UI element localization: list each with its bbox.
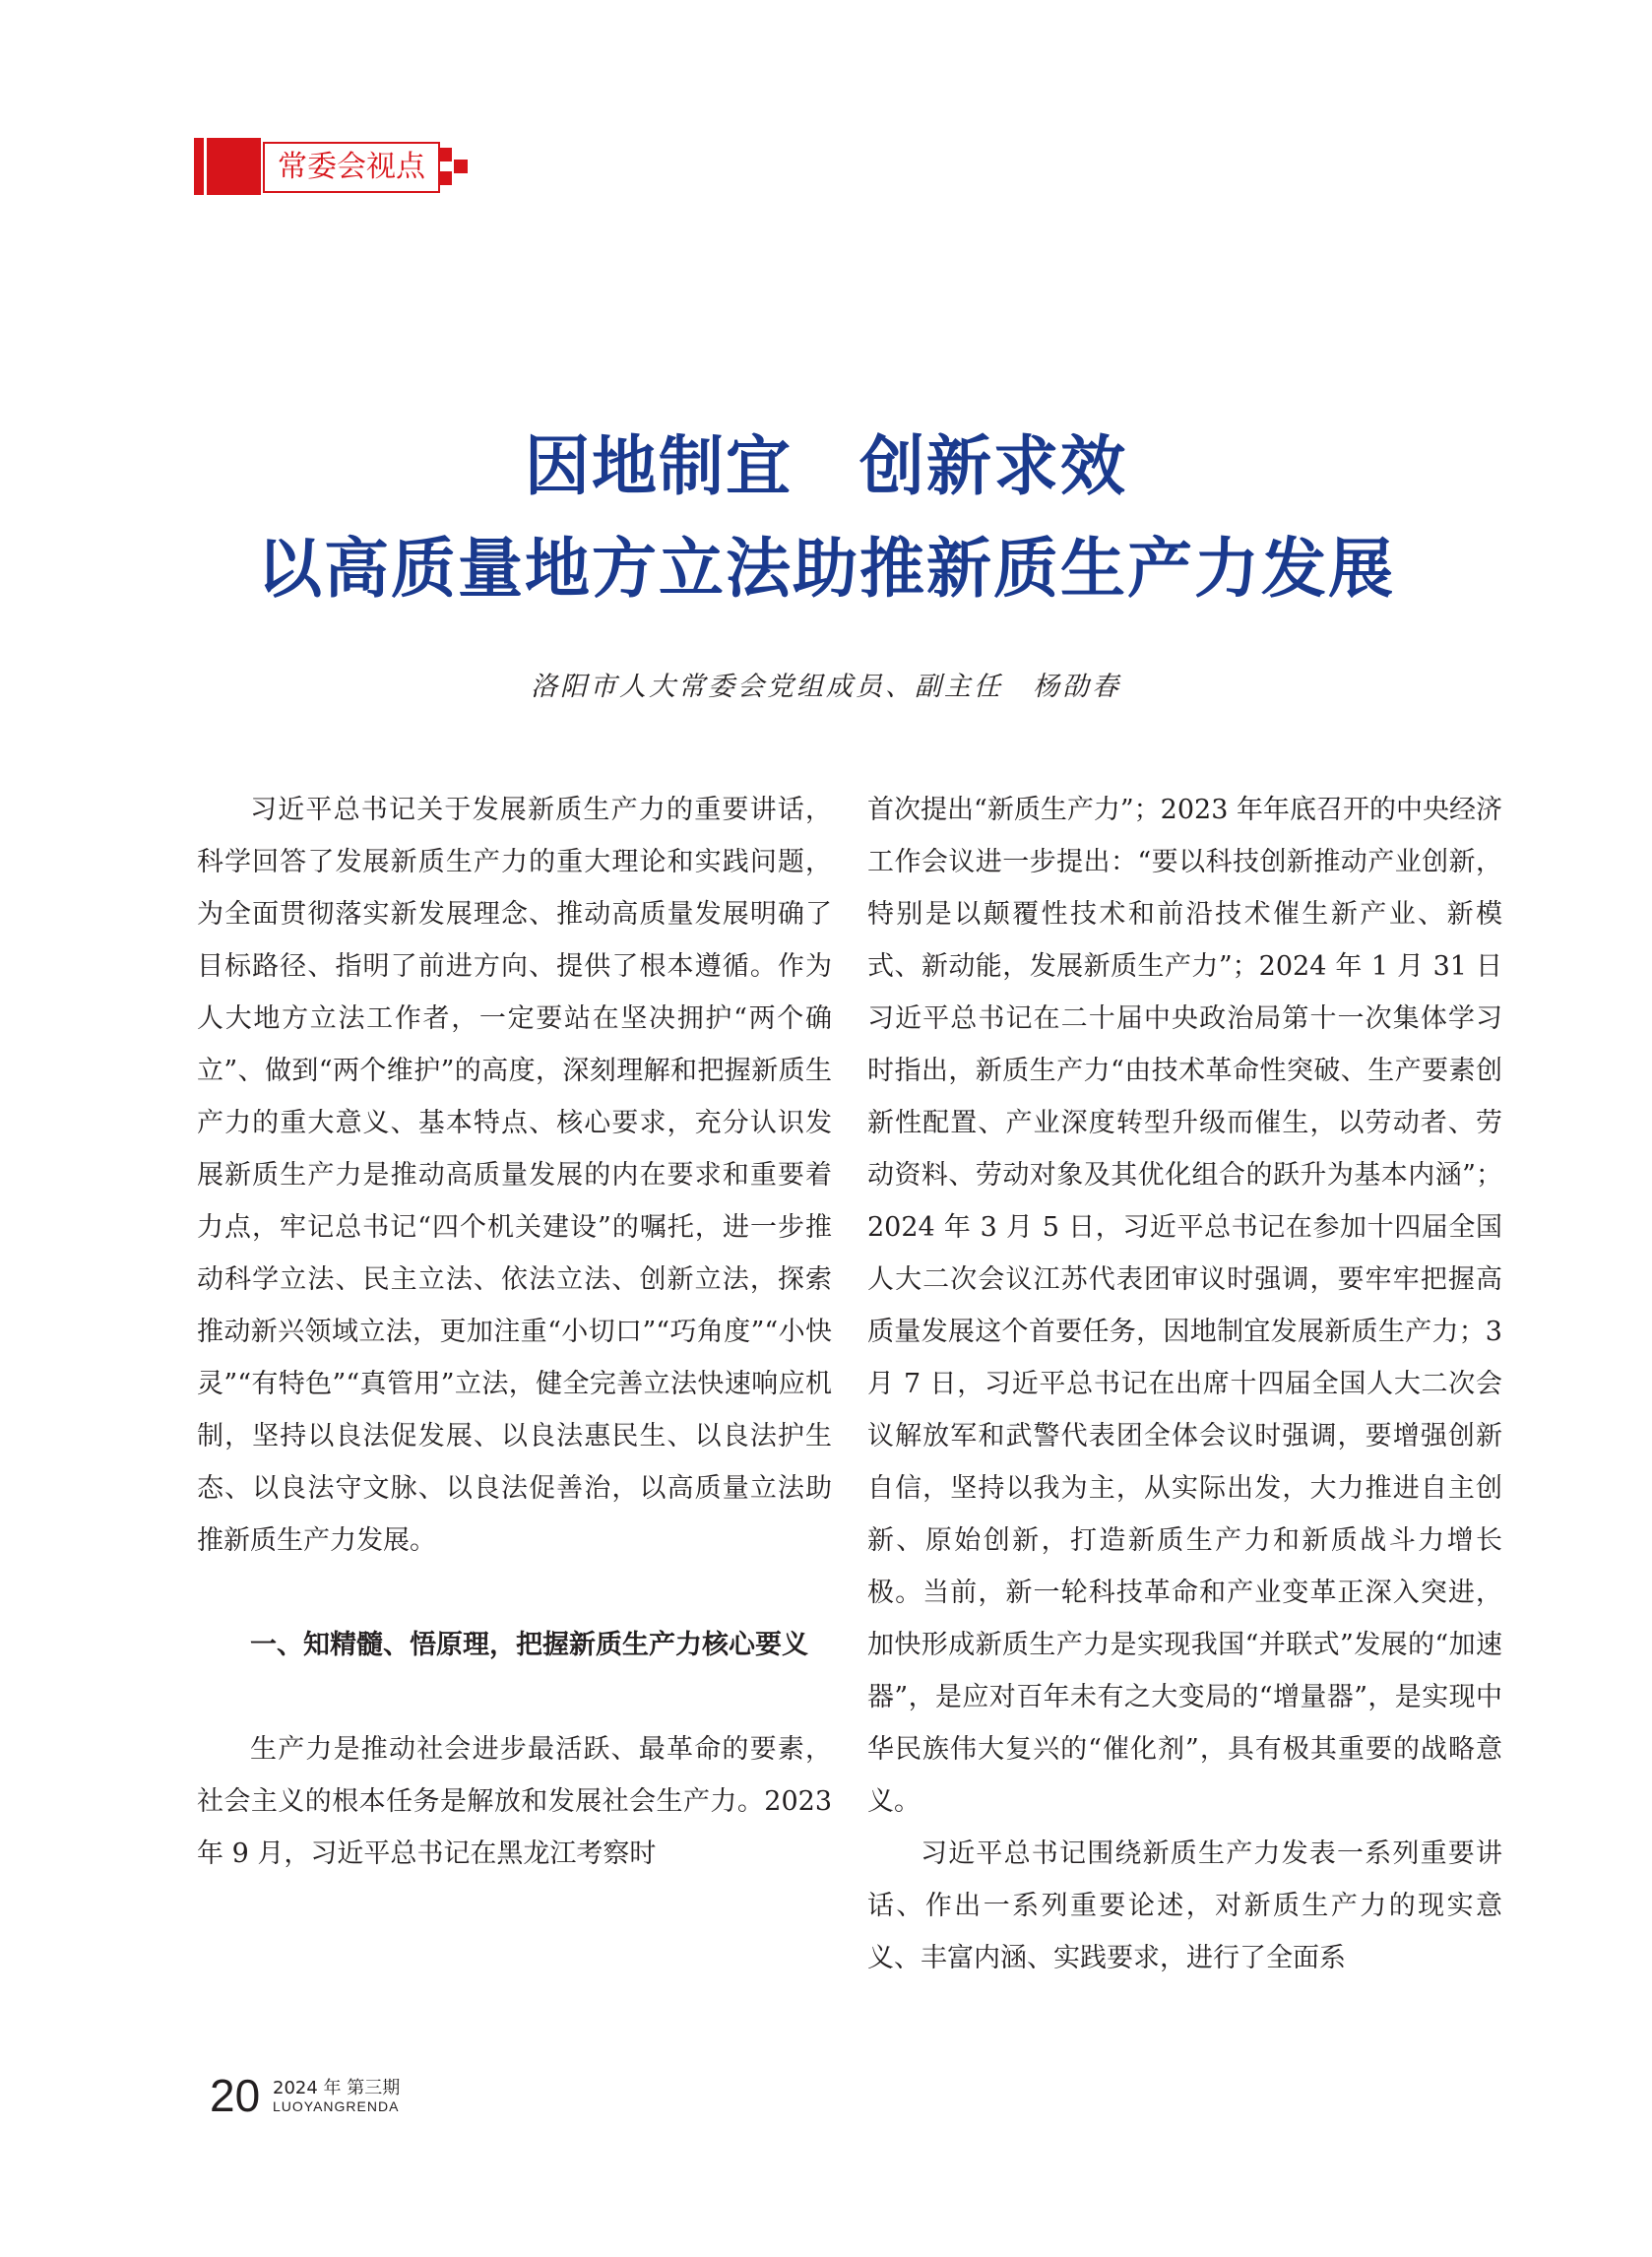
paragraph: 生产力是推动社会进步最活跃、最革命的要素，社会主义的根本任务是解放和发展社会生产力。2023 年 9 月，习近平总书记在黑龙江考察时	[197, 1734, 832, 1869]
left-column	[197, 784, 832, 1880]
article-title-line-1: 因地制宜 创新求效	[525, 428, 1127, 504]
right-column	[867, 784, 1502, 1984]
paragraph: 首次提出“新质生产力”；2023 年年底召开的中央经济工作会议进一步提出：“要以科技创新推动产业创新，特别是以颠覆性技术和前沿技术催生新产业、新模式、新动能，发展新质生产力”；2024 年 1 月 31 日习近平总书记在二十届中央政治局第十一次集体学习时指出，新质生产力“由技术革命性突破、生产要素创新性配置、产业深度转型升级而催生，以劳动者、劳动资料、劳动对象及其优化组合的跃升为基本内涵”；2024 年 3 月 5 日，习近平总书记在参加十四届全国人大二次会议江苏代表团审议时强调，要牢牢把握高质量发展这个首要任务，因地制宜发展新质生产力；3 月 7 日，习近平总书记在出席十四届全国人大二次会议解放军和武警代表团全体会议时强调，要增强创新自信，坚持以我为主，从实际出发，大力推进自主创新、原始创新，打造新质生产力和新质战斗力增长极。当前，新一轮科技革命和产业变革正深入突进，加快形成新质生产力是实现我国“并联式”发展的“加速器”，是应对百年未有之大变局的“增量器”，是实现中华民族伟大复兴的“催化剂”，具有极其重要的战略意义。	[867, 795, 1502, 1817]
tag-red-block	[207, 138, 261, 195]
paragraph: 习近平总书记围绕新质生产力发表一系列重要讲话、作出一系列重要论述，对新质生产力的现实意义、丰富内涵、实践要求，进行了全面系	[867, 1838, 1502, 1973]
brand-label: LUOYANGRENDA	[273, 2098, 400, 2114]
paragraph: 习近平总书记关于发展新质生产力的重要讲话，科学回答了发展新质生产力的重大理论和实践问题，为全面贯彻落实新发展理念、推动高质量发展明确了目标路径、指明了前进方向、提供了根本遵循。作为人大地方立法工作者，一定要站在坚决拥护“两个确立”、做到“两个维护”的高度，深刻理解和把握新质生产力的重大意义、基本特点、核心要求，充分认识发展新质生产力是推动高质量发展的内在要求和重要着力点，牢记总书记“四个机关建设”的嘱托，进一步推动科学立法、民主立法、依法立法、创新立法，探索推动新兴领域立法，更加注重“小切口”“巧角度”“小快灵”“有特色”“真管用”立法，健全完善立法快速响应机制，坚持以良法促发展、以良法惠民生、以良法护生态、以良法守文脉、以良法促善治，以高质量立法助推新质生产力发展。	[197, 795, 832, 1556]
section-tag	[194, 138, 479, 195]
tag-red-bar-thin	[194, 138, 204, 195]
section-tag-label: 常委会视点	[278, 150, 425, 184]
tag-decor-square	[438, 171, 452, 185]
section-heading: 一、知精髓、悟原理，把握新质生产力核心要义	[250, 1630, 808, 1660]
author-byline: 洛阳市人大常委会党组成员、副主任 杨劭春	[531, 672, 1121, 702]
tag-decor-square	[454, 160, 468, 173]
tag-label-box	[263, 142, 440, 193]
page-number: 20	[210, 2070, 261, 2121]
article-title-line-2: 以高质量地方立法助推新质生产力发展	[257, 531, 1395, 607]
tag-decor-square	[438, 148, 452, 161]
issue-label: 2024 年 第三期	[273, 2078, 401, 2098]
